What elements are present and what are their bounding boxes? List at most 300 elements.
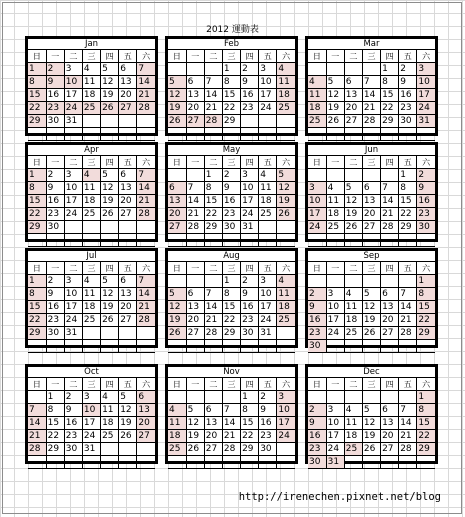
day-cell xyxy=(82,128,100,141)
day-cell: 11 xyxy=(308,89,326,102)
day-cell xyxy=(46,128,64,141)
month-name: Jul xyxy=(28,251,155,262)
weekday-label: 四 xyxy=(241,50,259,63)
day-cell: 2 xyxy=(308,288,326,301)
day-cell: 24 xyxy=(82,430,100,443)
day-cell xyxy=(82,221,100,234)
weekday-label: 六 xyxy=(417,378,435,391)
day-cell: 12 xyxy=(344,195,362,208)
day-cell: 21 xyxy=(137,195,155,208)
day-cell xyxy=(137,128,155,141)
day-cell: 17 xyxy=(326,314,344,327)
day-cell xyxy=(362,275,380,288)
weekday-label: 日 xyxy=(168,262,186,275)
month-calendar xyxy=(25,364,158,464)
day-cell: 22 xyxy=(204,208,222,221)
week-row xyxy=(28,314,155,327)
week-row xyxy=(168,63,295,76)
day-cell xyxy=(82,456,100,469)
day-cell: 10 xyxy=(64,182,82,195)
weekday-label: 四 xyxy=(101,262,119,275)
day-cell xyxy=(399,391,417,404)
day-cell: 1 xyxy=(417,391,435,404)
day-cell: 12 xyxy=(101,288,119,301)
day-cell: 13 xyxy=(381,417,399,430)
day-cell: 23 xyxy=(64,430,82,443)
weekday-label: 五 xyxy=(259,262,277,275)
day-cell: 6 xyxy=(168,182,186,195)
day-cell: 9 xyxy=(222,182,240,195)
day-cell: 7 xyxy=(381,182,399,195)
day-cell: 14 xyxy=(137,182,155,195)
weekday-label: 三 xyxy=(222,378,240,391)
day-cell xyxy=(308,234,326,247)
day-cell: 3 xyxy=(326,404,344,417)
day-cell: 29 xyxy=(28,115,46,128)
weekday-label: 二 xyxy=(204,378,222,391)
week-row xyxy=(308,391,435,404)
day-cell: 4 xyxy=(277,63,295,76)
day-cell: 19 xyxy=(168,102,186,115)
day-cell: 9 xyxy=(241,288,259,301)
day-cell xyxy=(204,275,222,288)
weekday-label: 六 xyxy=(277,378,295,391)
week-row xyxy=(168,314,295,327)
day-cell xyxy=(222,456,240,469)
week-row xyxy=(168,275,295,288)
day-cell: 7 xyxy=(137,169,155,182)
day-cell xyxy=(222,391,240,404)
day-cell: 3 xyxy=(82,391,100,404)
day-cell xyxy=(277,221,295,234)
day-cell: 28 xyxy=(222,443,240,456)
month-calendar xyxy=(25,142,158,242)
day-cell: 19 xyxy=(344,208,362,221)
day-cell: 22 xyxy=(28,102,46,115)
day-cell xyxy=(28,234,46,247)
day-cell: 12 xyxy=(362,417,380,430)
weekday-label: 日 xyxy=(308,156,326,169)
day-cell xyxy=(308,391,326,404)
day-cell: 20 xyxy=(119,301,137,314)
day-cell: 17 xyxy=(259,301,277,314)
month-table xyxy=(168,262,295,353)
day-cell: 14 xyxy=(137,76,155,89)
day-cell xyxy=(64,234,82,247)
day-cell: 17 xyxy=(64,195,82,208)
day-cell: 21 xyxy=(399,430,417,443)
day-cell: 13 xyxy=(204,417,222,430)
weekday-row xyxy=(28,262,155,275)
weekday-row xyxy=(168,156,295,169)
week-row xyxy=(168,288,295,301)
day-cell: 22 xyxy=(381,102,399,115)
week-row xyxy=(28,63,155,76)
day-cell: 3 xyxy=(64,169,82,182)
weekday-row xyxy=(308,50,435,63)
weekday-label: 六 xyxy=(137,156,155,169)
day-cell xyxy=(417,340,435,353)
day-cell xyxy=(101,327,119,340)
day-cell xyxy=(417,234,435,247)
weekday-label: 六 xyxy=(137,262,155,275)
day-cell: 8 xyxy=(222,76,240,89)
day-cell: 28 xyxy=(137,102,155,115)
day-cell xyxy=(64,340,82,353)
day-cell: 25 xyxy=(82,208,100,221)
day-cell xyxy=(362,63,380,76)
day-cell: 25 xyxy=(82,102,100,115)
day-cell: 18 xyxy=(344,314,362,327)
day-cell: 1 xyxy=(28,275,46,288)
day-cell: 27 xyxy=(204,443,222,456)
week-row xyxy=(28,169,155,182)
day-cell xyxy=(204,340,222,353)
week-row xyxy=(308,430,435,443)
day-cell: 3 xyxy=(308,182,326,195)
day-cell: 6 xyxy=(362,182,380,195)
day-cell xyxy=(362,391,380,404)
weekday-label: 五 xyxy=(119,262,137,275)
weekday-label: 三 xyxy=(82,50,100,63)
month-table xyxy=(308,262,435,353)
day-cell xyxy=(204,234,222,247)
day-cell: 26 xyxy=(326,115,344,128)
day-cell: 20 xyxy=(186,314,204,327)
day-cell: 18 xyxy=(308,102,326,115)
day-cell xyxy=(186,128,204,141)
day-cell: 23 xyxy=(241,314,259,327)
day-cell: 29 xyxy=(222,115,240,128)
week-row xyxy=(28,430,155,443)
day-cell xyxy=(241,128,259,141)
day-cell xyxy=(259,128,277,141)
day-cell: 5 xyxy=(362,288,380,301)
day-cell: 13 xyxy=(119,182,137,195)
day-cell: 2 xyxy=(417,169,435,182)
day-cell xyxy=(186,456,204,469)
day-cell: 19 xyxy=(101,301,119,314)
day-cell: 13 xyxy=(168,195,186,208)
day-cell: 11 xyxy=(168,417,186,430)
day-cell: 14 xyxy=(222,417,240,430)
day-cell: 27 xyxy=(344,115,362,128)
day-cell: 22 xyxy=(417,430,435,443)
day-cell: 14 xyxy=(186,195,204,208)
day-cell xyxy=(308,275,326,288)
weekday-row xyxy=(168,262,295,275)
day-cell: 26 xyxy=(362,327,380,340)
weekday-label: 一 xyxy=(326,156,344,169)
day-cell: 21 xyxy=(399,314,417,327)
day-cell: 16 xyxy=(308,430,326,443)
week-row xyxy=(28,391,155,404)
weekday-label: 日 xyxy=(308,50,326,63)
day-cell: 10 xyxy=(259,288,277,301)
day-cell xyxy=(119,221,137,234)
day-cell: 4 xyxy=(82,169,100,182)
day-cell: 25 xyxy=(259,208,277,221)
day-cell xyxy=(168,169,186,182)
day-cell xyxy=(82,327,100,340)
day-cell xyxy=(222,234,240,247)
day-cell: 4 xyxy=(308,76,326,89)
day-cell: 15 xyxy=(399,195,417,208)
day-cell: 2 xyxy=(308,404,326,417)
day-cell: 15 xyxy=(241,417,259,430)
day-cell: 16 xyxy=(399,89,417,102)
weekday-label: 四 xyxy=(381,262,399,275)
weekday-label: 一 xyxy=(186,156,204,169)
weekday-label: 三 xyxy=(82,156,100,169)
weekday-label: 五 xyxy=(399,156,417,169)
day-cell xyxy=(399,128,417,141)
day-cell: 8 xyxy=(28,182,46,195)
day-cell: 13 xyxy=(137,404,155,417)
day-cell: 9 xyxy=(241,76,259,89)
week-row xyxy=(28,234,155,247)
week-row xyxy=(28,89,155,102)
day-cell: 6 xyxy=(344,76,362,89)
weekday-label: 一 xyxy=(46,378,64,391)
day-cell: 27 xyxy=(381,327,399,340)
day-cell: 6 xyxy=(381,404,399,417)
day-cell: 1 xyxy=(417,275,435,288)
day-cell: 17 xyxy=(82,417,100,430)
day-cell: 17 xyxy=(64,89,82,102)
day-cell: 27 xyxy=(186,327,204,340)
weekday-label: 二 xyxy=(64,378,82,391)
day-cell: 26 xyxy=(101,208,119,221)
day-cell: 8 xyxy=(417,288,435,301)
day-cell xyxy=(326,234,344,247)
week-row xyxy=(28,195,155,208)
day-cell xyxy=(137,115,155,128)
day-cell: 20 xyxy=(204,430,222,443)
weekday-label: 四 xyxy=(101,50,119,63)
day-cell: 30 xyxy=(259,443,277,456)
day-cell: 1 xyxy=(381,63,399,76)
weekday-row xyxy=(28,50,155,63)
weekday-label: 二 xyxy=(64,262,82,275)
day-cell: 27 xyxy=(381,443,399,456)
day-cell: 18 xyxy=(82,301,100,314)
day-cell: 3 xyxy=(259,63,277,76)
weekday-label: 日 xyxy=(168,50,186,63)
day-cell: 11 xyxy=(277,76,295,89)
day-cell xyxy=(168,128,186,141)
month-calendar xyxy=(305,36,438,136)
month-name: Jun xyxy=(308,145,435,156)
day-cell: 18 xyxy=(277,89,295,102)
day-cell: 18 xyxy=(101,417,119,430)
day-cell: 10 xyxy=(82,404,100,417)
day-cell: 12 xyxy=(277,182,295,195)
weekday-label: 五 xyxy=(259,50,277,63)
day-cell: 17 xyxy=(64,301,82,314)
weekday-label: 一 xyxy=(46,50,64,63)
day-cell: 14 xyxy=(204,89,222,102)
weekday-label: 五 xyxy=(399,262,417,275)
day-cell: 15 xyxy=(222,89,240,102)
month-calendar xyxy=(305,248,438,351)
week-row xyxy=(168,391,295,404)
day-cell: 21 xyxy=(137,89,155,102)
day-cell: 8 xyxy=(28,76,46,89)
day-cell: 3 xyxy=(277,391,295,404)
day-cell: 17 xyxy=(417,89,435,102)
day-cell: 23 xyxy=(46,208,64,221)
day-cell: 3 xyxy=(326,288,344,301)
day-cell: 6 xyxy=(186,288,204,301)
day-cell xyxy=(308,169,326,182)
day-cell: 15 xyxy=(204,195,222,208)
day-cell: 11 xyxy=(344,417,362,430)
day-cell: 23 xyxy=(308,327,326,340)
month-table xyxy=(308,156,435,247)
day-cell: 28 xyxy=(137,314,155,327)
day-cell: 18 xyxy=(259,195,277,208)
day-cell xyxy=(204,456,222,469)
day-cell: 9 xyxy=(46,288,64,301)
day-cell: 12 xyxy=(186,417,204,430)
day-cell: 24 xyxy=(326,327,344,340)
day-cell: 19 xyxy=(101,89,119,102)
day-cell: 2 xyxy=(241,63,259,76)
day-cell: 11 xyxy=(82,288,100,301)
day-cell: 8 xyxy=(381,76,399,89)
weekday-label: 二 xyxy=(344,378,362,391)
day-cell: 7 xyxy=(28,404,46,417)
month-name: Feb xyxy=(168,39,295,50)
day-cell: 1 xyxy=(241,391,259,404)
weekday-label: 六 xyxy=(417,50,435,63)
weekday-label: 六 xyxy=(417,156,435,169)
day-cell: 16 xyxy=(241,89,259,102)
day-cell: 26 xyxy=(186,443,204,456)
week-row xyxy=(168,430,295,443)
day-cell: 14 xyxy=(362,89,380,102)
day-cell xyxy=(119,327,137,340)
day-cell: 23 xyxy=(259,430,277,443)
weekday-label: 二 xyxy=(64,50,82,63)
day-cell xyxy=(82,115,100,128)
day-cell: 6 xyxy=(137,391,155,404)
weekday-label: 一 xyxy=(326,50,344,63)
day-cell xyxy=(344,340,362,353)
day-cell: 13 xyxy=(119,76,137,89)
day-cell xyxy=(259,456,277,469)
weekday-label: 一 xyxy=(186,262,204,275)
week-row xyxy=(168,182,295,195)
day-cell: 5 xyxy=(186,404,204,417)
day-cell: 7 xyxy=(222,404,240,417)
week-row xyxy=(168,327,295,340)
day-cell xyxy=(399,234,417,247)
week-row xyxy=(168,195,295,208)
day-cell: 4 xyxy=(259,169,277,182)
day-cell xyxy=(259,115,277,128)
weekday-label: 五 xyxy=(259,156,277,169)
day-cell: 20 xyxy=(137,417,155,430)
day-cell: 19 xyxy=(362,314,380,327)
day-cell: 2 xyxy=(399,63,417,76)
day-cell: 12 xyxy=(168,301,186,314)
day-cell: 22 xyxy=(222,102,240,115)
day-cell: 15 xyxy=(28,89,46,102)
day-cell: 29 xyxy=(28,327,46,340)
day-cell xyxy=(137,221,155,234)
weekday-row xyxy=(168,50,295,63)
day-cell: 17 xyxy=(259,89,277,102)
day-cell: 1 xyxy=(399,169,417,182)
day-cell: 9 xyxy=(46,182,64,195)
day-cell xyxy=(362,456,380,469)
day-cell: 29 xyxy=(417,327,435,340)
day-cell xyxy=(137,234,155,247)
day-cell: 23 xyxy=(417,208,435,221)
day-cell: 16 xyxy=(46,301,64,314)
weekday-label: 三 xyxy=(222,50,240,63)
day-cell xyxy=(204,128,222,141)
day-cell xyxy=(101,128,119,141)
week-row xyxy=(168,301,295,314)
day-cell: 19 xyxy=(277,195,295,208)
week-row xyxy=(168,221,295,234)
day-cell: 11 xyxy=(101,404,119,417)
day-cell: 10 xyxy=(259,76,277,89)
day-cell xyxy=(119,234,137,247)
day-cell: 21 xyxy=(28,430,46,443)
day-cell: 29 xyxy=(204,221,222,234)
day-cell xyxy=(101,456,119,469)
day-cell: 16 xyxy=(241,301,259,314)
day-cell: 2 xyxy=(46,169,64,182)
day-cell: 21 xyxy=(204,102,222,115)
week-row xyxy=(28,404,155,417)
day-cell xyxy=(362,128,380,141)
day-cell xyxy=(119,443,137,456)
day-cell: 16 xyxy=(46,195,64,208)
week-row xyxy=(168,208,295,221)
day-cell: 11 xyxy=(277,288,295,301)
day-cell: 8 xyxy=(399,182,417,195)
weekday-label: 四 xyxy=(381,50,399,63)
day-cell xyxy=(344,456,362,469)
month-name: Aug xyxy=(168,251,295,262)
day-cell: 12 xyxy=(101,182,119,195)
weekday-label: 六 xyxy=(277,50,295,63)
day-cell: 13 xyxy=(344,89,362,102)
day-cell: 11 xyxy=(326,195,344,208)
day-cell xyxy=(381,234,399,247)
day-cell: 9 xyxy=(46,76,64,89)
day-cell: 8 xyxy=(417,404,435,417)
day-cell: 16 xyxy=(417,195,435,208)
day-cell xyxy=(326,340,344,353)
weekday-label: 日 xyxy=(28,262,46,275)
day-cell: 15 xyxy=(417,301,435,314)
day-cell: 31 xyxy=(326,456,344,469)
day-cell: 5 xyxy=(362,404,380,417)
day-cell: 14 xyxy=(399,301,417,314)
day-cell xyxy=(168,340,186,353)
day-cell xyxy=(326,128,344,141)
day-cell: 4 xyxy=(344,288,362,301)
day-cell: 24 xyxy=(417,102,435,115)
day-cell: 6 xyxy=(119,275,137,288)
day-cell xyxy=(241,340,259,353)
